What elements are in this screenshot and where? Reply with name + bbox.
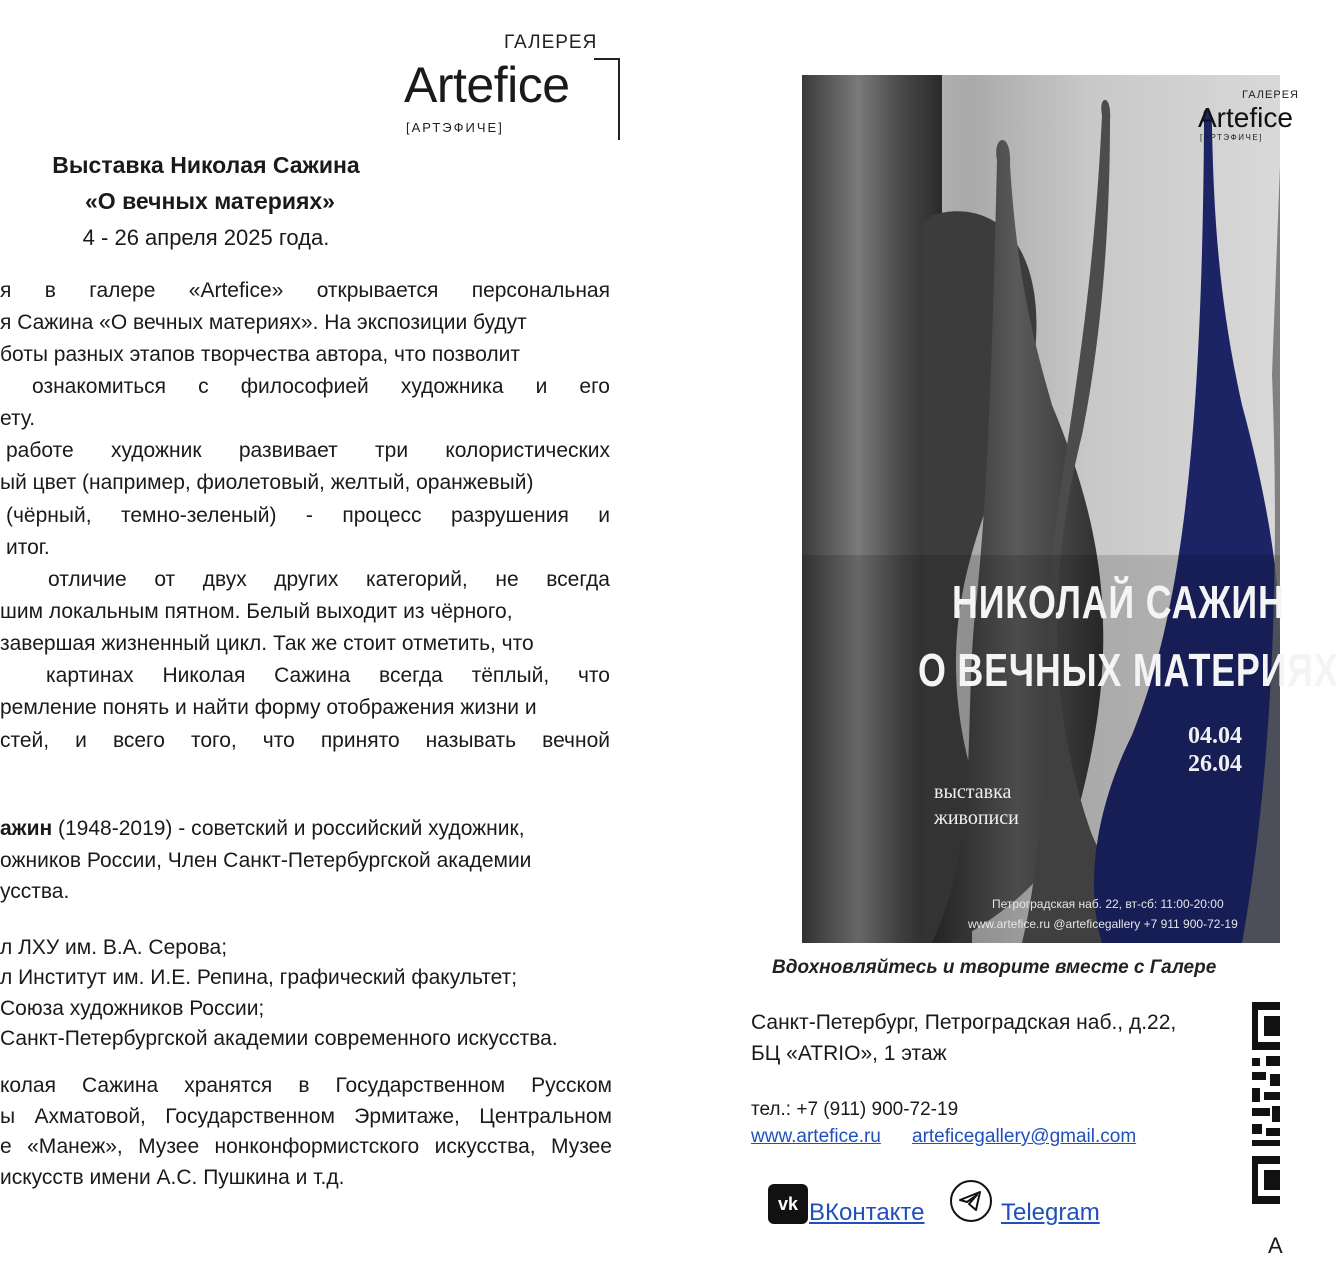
- text-line: я Сажина «О вечных материях». На экспозиции будут: [0, 311, 527, 334]
- text-line: работе художник развивает три колористических: [6, 439, 610, 462]
- website-link[interactable]: www.artefice.ru: [751, 1126, 881, 1147]
- text-line: шим локальным пятном. Белый выходит из чёрного,: [0, 600, 513, 623]
- logo-subtitle: [АРТЭФИЧЕ]: [406, 120, 504, 135]
- vk-icon[interactable]: vk: [768, 1184, 808, 1224]
- text-line: завершая жизненный цикл. Так же стоит отметить, что: [0, 632, 534, 655]
- poster-artwork: [802, 75, 1280, 943]
- bio-line: ажин (1948-2019) - советский и российский художник,: [0, 817, 525, 840]
- gallery-logo: [404, 30, 624, 140]
- slogan: Вдохновляйтесь и творите вместе с Галере: [772, 957, 1217, 978]
- poster-exhibition-type: выставка: [934, 781, 1012, 803]
- email-link[interactable]: arteficegallery@gmail.com: [912, 1126, 1137, 1147]
- text-line: картинах Николая Сажина всегда тёплый, что: [46, 664, 610, 687]
- logo-tick: [594, 58, 620, 60]
- qr-code-icon[interactable]: [1248, 996, 1280, 1212]
- telegram-plane-icon: [952, 1182, 989, 1219]
- poster-logo-sub: [АРТЭФИЧЕ]: [1200, 133, 1263, 142]
- qr-code-pattern: [1248, 996, 1280, 1212]
- text-line: ознакомиться с философией художника и его: [32, 375, 610, 398]
- poster-logo-name: Artefice: [1198, 102, 1293, 133]
- telegram-icon[interactable]: [950, 1180, 992, 1222]
- poster-date-start: 04.04: [1188, 723, 1242, 749]
- bio-line: усства.: [0, 880, 70, 903]
- telegram-link[interactable]: Telegram: [1001, 1199, 1100, 1226]
- poster-exhibition-name: О ВЕЧНЫХ МАТЕРИЯХ: [918, 644, 1338, 696]
- text-line: (чёрный, темно-зеленый) - процесс разрушения и: [6, 504, 611, 527]
- exhibition-subtitle: «О вечных материях»: [85, 188, 335, 214]
- poster-artist-name: НИКОЛАЙ САЖИН: [952, 576, 1285, 628]
- education-line: л Институт им. И.Е. Репина, графический факультет;: [0, 966, 518, 989]
- text-line: ету.: [0, 407, 36, 430]
- exhibition-title: Выставка Николая Сажина: [52, 152, 360, 178]
- collection-line: е «Манеж», Музее нонконформистского искусства, Музее: [0, 1135, 612, 1158]
- poster-logo-gallery: ГАЛЕРЕЯ: [1242, 89, 1299, 101]
- text-line: боты разных этапов творчества автора, что позволит: [0, 343, 521, 366]
- vk-link[interactable]: ВКонтакте: [809, 1199, 925, 1226]
- poster-contacts: www.artefice.ru @arteficegallery +7 911 900-72-19: [968, 917, 1238, 931]
- text-line: ремление понять и найти форму отображения жизни и: [0, 696, 537, 719]
- exhibition-poster: [802, 75, 1338, 943]
- address-line-1: Санкт-Петербург, Петроградская наб., д.22,: [751, 1011, 1177, 1034]
- text-line: стей, и всего того, что принято называть вечной: [0, 729, 611, 752]
- text-line: я в галере «Artefice» открывается персональная: [0, 279, 610, 302]
- collection-line: ы Ахматовой, Государственном Эрмитаже, Центральном: [0, 1105, 612, 1128]
- logo-name: Artefice: [404, 57, 570, 113]
- poster-address: Петроградская наб. 22, вт-сб: 11:00-20:00: [992, 897, 1224, 911]
- phone: тел.: +7 (911) 900-72-19: [751, 1099, 959, 1120]
- qr-caption: А: [1268, 1233, 1283, 1258]
- bio-line: ожников России, Член Санкт-Петербургской академии: [0, 849, 532, 872]
- poster-exhibition-type-2: живописи: [934, 807, 1019, 829]
- text-line: итог.: [6, 536, 50, 559]
- poster-date-end: 26.04: [1188, 751, 1242, 777]
- education-line: Союза художников России;: [0, 997, 265, 1020]
- text-line: ый цвет (например, фиолетовый, желтый, оранжевый): [0, 471, 534, 494]
- logo-bar: [618, 58, 620, 140]
- collection-line: колая Сажина хранятся в Государственном Русском: [0, 1074, 612, 1097]
- logo-gallery-label: ГАЛЕРЕЯ: [504, 32, 598, 53]
- education-line: Санкт-Петербургской академии современного искусства.: [0, 1027, 558, 1050]
- exhibition-dates: 4 - 26 апреля 2025 года.: [82, 225, 330, 250]
- collection-line: искусств имени А.С. Пушкина и т.д.: [0, 1166, 345, 1189]
- bio-name: ажин: [0, 817, 53, 840]
- text-line: отличие от двух других категорий, не всегда: [48, 568, 610, 591]
- education-line: л ЛХУ им. В.А. Серова;: [0, 936, 228, 959]
- address-line-2: БЦ «ATRIO», 1 этаж: [751, 1042, 947, 1065]
